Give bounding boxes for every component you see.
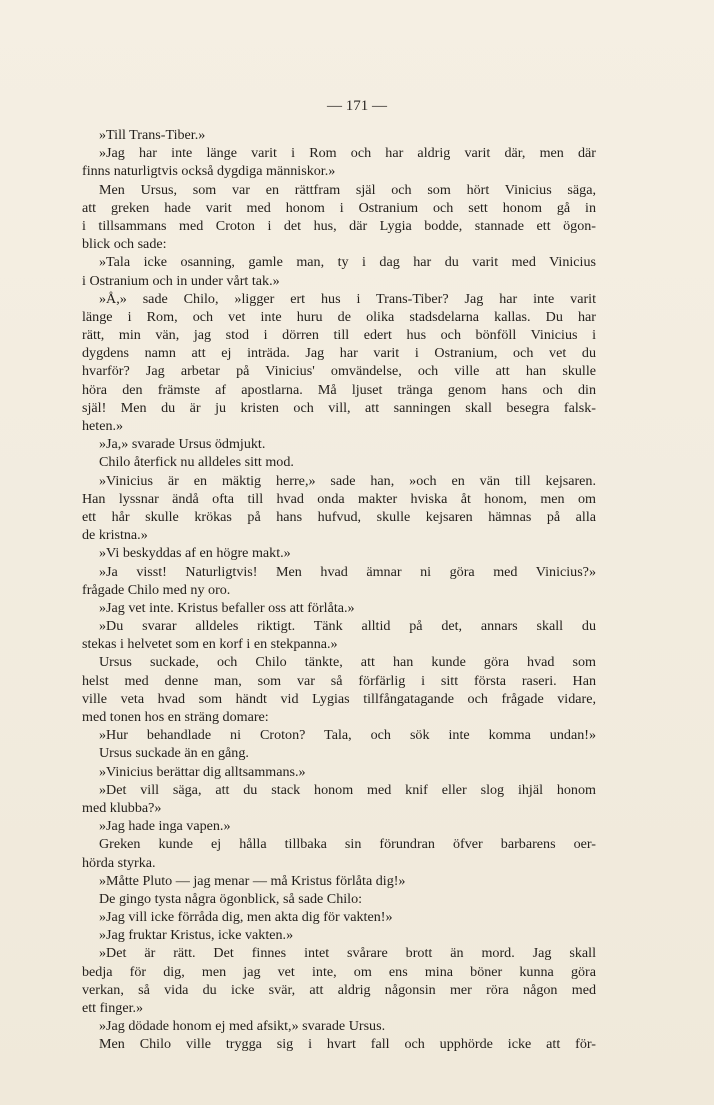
text-line: dygdens namn att ej inträda. Jag har varit i Ostranium, och vet du xyxy=(82,345,596,362)
text-line: med tonen hos en sträng domare: xyxy=(82,709,269,725)
text-line: Chilo återfick nu alldeles sitt mod. xyxy=(99,454,294,471)
text-line: Ursus suckade än en gång. xyxy=(99,745,249,762)
text-line: »Ja,» svarade Ursus ödmjukt. xyxy=(99,436,266,453)
text-line: »Måtte Pluto — jag menar — må Kristus förlåta dig!» xyxy=(99,872,406,889)
text-line: att greken hade varit med honom i Ostranium och sett honom gå in xyxy=(82,199,596,216)
text-line: »Jag hade inga vapen.» xyxy=(99,818,231,835)
text-line: »Hur behandlade ni Croton? Tala, och sök inte komma undan!» xyxy=(99,727,596,744)
text-line: »Ja visst! Naturligtvis! Men hvad ämnar ni göra med Vinicius?» xyxy=(99,563,596,580)
text-line: helst med denne man, som var så förfärlig i sitt första raseri. Han xyxy=(82,672,596,689)
text-line: »Jag dödade honom ej med afsikt,» svarade Ursus. xyxy=(99,1018,386,1035)
text-line: »Jag fruktar Kristus, icke vakten.» xyxy=(99,927,294,944)
text-line: »Det vill säga, att du stack honom med knif eller slog ihjäl honom xyxy=(99,781,596,798)
text-line: »Jag har inte länge varit i Rom och har aldrig varit där, men där xyxy=(99,145,596,162)
text-line: De gingo tysta några ögonblick, så sade Chilo: xyxy=(99,890,363,907)
text-line: Greken kunde ej hålla tillbaka sin förundran öfver barbarens oer- xyxy=(99,836,596,853)
text-line: i Ostranium och in under vårt tak.» xyxy=(82,272,280,289)
text-line: med klubba?» xyxy=(82,799,162,816)
text-line: blick och sade: xyxy=(82,236,167,253)
text-line: »Vinicius berättar dig alltsammans.» xyxy=(99,763,306,780)
body-text xyxy=(82,126,596,1054)
text-line: hvarför? Jag arbetar på Vinicius' omvändelse, och ville att han skulle xyxy=(82,363,596,380)
text-line: höra den främste af apostlarna. Må ljuset tränga genom hans och din xyxy=(82,381,596,398)
text-line: verkan, så vida du icke svär, att aldrig någonsin mer röra någon med xyxy=(82,981,596,998)
text-line: »Å,» sade Chilo, »ligger ert hus i Trans-Tiber? Jag har inte varit xyxy=(99,290,596,307)
text-line: finns naturligtvis också dygdiga människor.» xyxy=(82,163,336,180)
text-line: ett finger.» xyxy=(82,1000,144,1016)
text-line: »Jag vill icke förråda dig, men akta dig för vakten!» xyxy=(99,909,393,926)
text-line: »Vinicius är en mäktig herre,» sade han, »och en vän till kejsaren. xyxy=(99,472,596,489)
text-line: stekas i helvetet som en korf i en stekpanna.» xyxy=(82,636,338,653)
text-line: rätt, min vän, jag stod i dörren till edert hus och bönföll Vinicius i xyxy=(82,327,596,344)
text-line: Men Chilo ville trygga sig i hvart fall och upphörde icke att för- xyxy=(99,1036,596,1053)
text-line: hörda styrka. xyxy=(82,854,156,871)
text-line: Ursus suckade, och Chilo tänkte, att han kunde göra hvad som xyxy=(99,654,596,671)
text-line: i tillsammans med Croton i det hus, där Lygia bodde, stannade ett ögon- xyxy=(82,217,596,234)
text-line: ville veta hvad som händt vid Lygias tillfångatagande och frågade vidare, xyxy=(82,690,596,707)
page-number: — 171 — xyxy=(327,98,387,114)
text-line: »Till Trans-Tiber.» xyxy=(99,127,206,143)
text-line: »Vi beskyddas af en högre makt.» xyxy=(99,545,291,562)
text-line: själ! Men du är ju kristen och vill, att sanningen skall besegra falsk- xyxy=(82,399,596,416)
text-line: »Du svarar alldeles riktigt. Tänk alltid på det, annars skall du xyxy=(99,618,596,635)
text-line: »Jag vet inte. Kristus befaller oss att förlåta.» xyxy=(99,599,355,616)
text-line: bedja för dig, men jag vet inte, om ens mina böner kunna göra xyxy=(82,963,596,980)
text-line: länge i Rom, och vet inte huru de olika stadsdelarna kallas. Du har xyxy=(82,308,596,325)
text-line: Men Ursus, som var en rättfram själ och som hört Vinicius säga, xyxy=(99,181,596,198)
text-line: de kristna.» xyxy=(82,527,148,544)
text-line: ett hår skulle krökas på hans hufvud, skulle kejsaren hämnas på alla xyxy=(82,508,596,525)
text-line: »Det är rätt. Det finnes intet svårare brott än mord. Jag skall xyxy=(99,945,596,962)
text-line: »Tala icke osanning, gamle man, ty i dag har du varit med Vinicius xyxy=(99,254,596,271)
text-line: frågade Chilo med ny oro. xyxy=(82,581,231,598)
text-line: heten.» xyxy=(82,418,124,434)
text-line: Han lyssnar ändå ofta till hvad onda makter hviska åt honom, men om xyxy=(82,490,596,507)
